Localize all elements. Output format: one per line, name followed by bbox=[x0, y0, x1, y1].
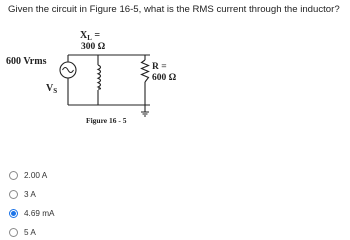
resistor-label: R = bbox=[152, 62, 167, 72]
radio-button[interactable] bbox=[9, 228, 18, 237]
resistor-value: 600 Ω bbox=[152, 73, 177, 83]
source-symbol bbox=[60, 62, 76, 78]
option-label: 5 A bbox=[24, 227, 36, 237]
resistor-zigzag bbox=[142, 60, 149, 82]
radio-button[interactable] bbox=[9, 171, 18, 180]
xl-value: 300 Ω bbox=[81, 42, 106, 52]
inductor-coil bbox=[98, 65, 101, 89]
option-4-69-ma[interactable] bbox=[9, 206, 129, 220]
option-2-00-a[interactable] bbox=[9, 168, 129, 182]
radio-button[interactable] bbox=[9, 190, 18, 199]
option-5-a[interactable] bbox=[9, 225, 129, 239]
option-label: 2.00 A bbox=[24, 170, 48, 180]
source-voltage-label: 600 Vrms bbox=[6, 56, 47, 67]
option-label: 4.69 mA bbox=[24, 208, 55, 218]
source-label: $V_S$ bbox=[46, 83, 58, 95]
figure-caption: Figure 16 - 5 bbox=[86, 116, 127, 125]
option-3-a[interactable] bbox=[9, 187, 129, 201]
radio-button-selected[interactable] bbox=[9, 209, 18, 218]
xl-label: $X_L$ = bbox=[80, 30, 101, 42]
option-label: 3 A bbox=[24, 189, 36, 199]
radio-selected-dot bbox=[11, 211, 16, 216]
ground-symbol bbox=[141, 112, 149, 116]
question-text: Given the circuit in Figure 16-5, what is the RMS current through the inductor? bbox=[8, 4, 340, 15]
